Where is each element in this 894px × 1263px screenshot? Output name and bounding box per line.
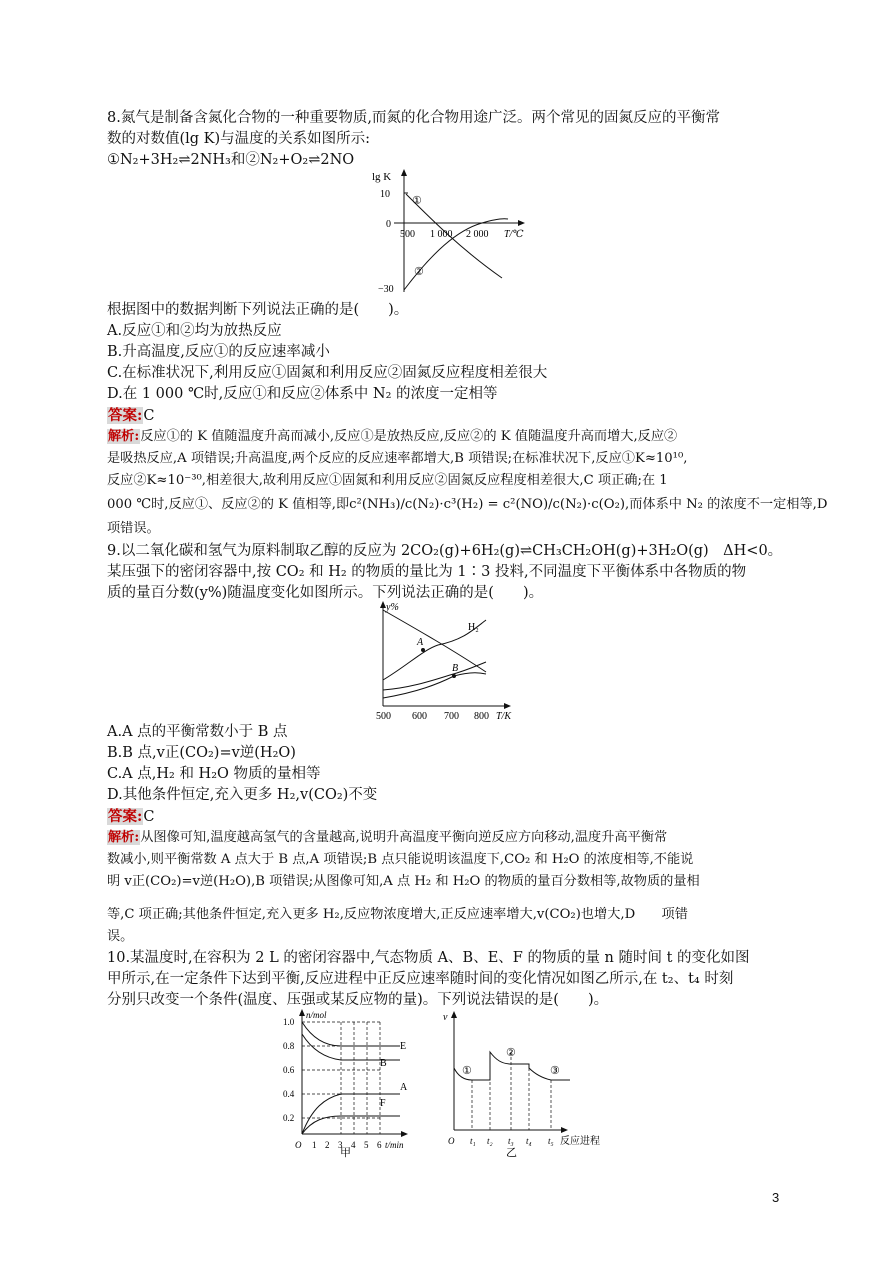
q10a-ytick-0.2: 0.2 <box>283 1113 295 1123</box>
q10a-label-b: B <box>380 1058 387 1069</box>
q10a-label-a: A <box>400 1082 408 1093</box>
q10a-xtick-2: 2 <box>325 1140 330 1150</box>
q9-xtick-500: 500 <box>376 711 391 722</box>
q8-label-1: ① <box>412 195 422 207</box>
q8-xtick-1000: 1 000 <box>430 229 453 240</box>
q9-label-a: A <box>417 637 424 648</box>
q9-figure <box>368 600 528 728</box>
q9-point-a <box>421 648 425 652</box>
q9-analysis-line4: 等,C 项正确;其他条件恒定,充入更多 H₂,反应物浓度增大,正反应速率增大,v(CO₂)也增大,D 项错 <box>107 907 688 922</box>
q9-xtick-800: 800 <box>474 711 489 722</box>
q10b-caption: 乙 <box>506 1147 517 1158</box>
q8-analysis-line3: 反应②K≈10⁻³⁰,相差很大,故利用反应①固氮和利用反应②固氮反应程度相差很大,C 项正确;在 1 <box>107 473 668 488</box>
q8-answer-value: C <box>143 408 155 424</box>
q9-answer <box>107 806 787 828</box>
q10a-curve-f <box>302 1116 400 1134</box>
q9-ypct-chart <box>368 600 528 724</box>
q10b-label-3: ③ <box>550 1065 560 1077</box>
q9-curve-4 <box>383 673 486 698</box>
page-number: 3 <box>772 1190 780 1205</box>
q10a-xtick-5: 5 <box>364 1140 369 1150</box>
q9-curve-3 <box>383 662 486 690</box>
q10b-x-label: 反应进程 <box>560 1136 600 1147</box>
q8-reactions: ①N₂+3H₂⇌2NH₃和②N₂+O₂⇌2NO <box>107 152 355 168</box>
q10-v-process-chart <box>440 1008 620 1158</box>
q10-n-t-chart <box>280 1008 435 1158</box>
q9-answer-tag: 答案: <box>108 808 143 825</box>
q8-option-a: A.反应①和②均为放热反应 <box>107 323 282 339</box>
q10b-xtick-t2: t₂ <box>487 1136 493 1146</box>
q10b-xtick-t1: t₁ <box>470 1136 476 1146</box>
q9-stem-line3: 质的量百分数(y%)随温度变化如图所示。下列说法正确的是( )。 <box>107 585 544 601</box>
q10b-xtick-t3: t₃ <box>508 1136 514 1146</box>
q8-ytick-10: 10 <box>380 189 390 200</box>
q10b-xtick-o: O <box>448 1136 455 1146</box>
q8-option-c: C.在标准状况下,利用反应①固氮和利用反应②固氮反应程度相差很大 <box>107 365 548 381</box>
q9-analysis-text1: 从图像可知,温度越高氢气的含量越高,说明升高温度平衡向逆反应方向移动,温度升高平衡常 <box>140 830 668 845</box>
q9-option-d: D.其他条件恒定,充入更多 H₂,v(CO₂)不变 <box>107 787 378 803</box>
q9-analysis-line2: 数减小,则平衡常数 A 点大于 B 点,A 项错误;B 点只能说明该温度下,CO₂ 和 H₂O 的浓度相等,不能说 <box>107 852 694 867</box>
q9-y-label: y% <box>386 602 399 613</box>
q10b-label-2: ② <box>506 1047 516 1059</box>
q10a-label-f: F <box>380 1098 386 1109</box>
q10a-label-e: E <box>400 1041 407 1052</box>
q8-option-b: B.升高温度,反应①的反应速率减小 <box>107 344 330 360</box>
q8-question: 根据图中的数据判断下列说法正确的是( )。 <box>107 302 409 318</box>
q9-point-b <box>452 674 456 678</box>
q8-stem-line1: 8.氮气是制备含氮化合物的一种重要物质,而氮的化合物用途广泛。两个常见的固氮反应的平衡常 <box>107 110 720 126</box>
q10a-x-label: t/min <box>385 1140 404 1150</box>
q8-analysis-line2: 是吸热反应,A 项错误;升高温度,两个反应的反应速率都增大,B 项错误;在标准状况下,反应①K≈10¹⁰, <box>107 451 688 466</box>
q8-analysis-line5: 项错误。 <box>107 521 160 536</box>
q10a-xtick-1: 1 <box>312 1140 317 1150</box>
q8-analysis-tag: 解析: <box>108 429 140 444</box>
q9-analysis-line1 <box>107 827 787 849</box>
q8-xtick-500: 500 <box>400 229 415 240</box>
q9-label-h2: H₂ <box>468 622 479 633</box>
q10-stem-line1: 10.某温度时,在容积为 2 L 的密闭容器中,气态物质 A、B、E、F 的物质的量 n 随时间 t 的变化如图 <box>107 950 750 966</box>
q9-option-a: A.A 点的平衡常数小于 B 点 <box>107 724 288 740</box>
q8-ytick-m30: −30 <box>378 284 394 295</box>
q9-stem-line2: 某压强下的密闭容器中,按 CO₂ 和 H₂ 的物质的量比为 1∶3 投料,不同温度下平衡体系中各物质的物 <box>107 564 747 580</box>
q10-figure-yi <box>440 1008 620 1162</box>
q8-lgk-chart <box>362 168 532 296</box>
q9-stem-line1: 9.以二氧化碳和氢气为原料制取乙醇的反应为 2CO₂(g)+6H₂(g)⇌CH₃CH₂OH(g)+3H₂O(g) ΔH<0。 <box>107 543 783 559</box>
q8-ytick-0: 0 <box>386 219 391 230</box>
q9-option-c: C.A 点,H₂ 和 H₂O 物质的量相等 <box>107 766 321 782</box>
q10a-xtick-4: 4 <box>351 1140 356 1150</box>
q10b-y-label: v <box>443 1012 448 1023</box>
q9-analysis-line3: 明 v正(CO₂)=v逆(H₂O),B 项错误;从图像可知,A 点 H₂ 和 H₂O 的物质的量百分数相等,故物质的量相 <box>107 874 700 889</box>
q8-analysis-line4: 000 ℃时,反应①、反应②的 K 值相等,即c²(NH₃)/c(N₂)·c³(H₂) = c²(NO)/c(N₂)·c(O₂),而体系中 N₂ 的浓度不一定相等,D <box>107 497 828 512</box>
q10-stem-line3: 分别只改变一个条件(温度、压强或某反应物的量)。下列说法错误的是( )。 <box>107 992 609 1008</box>
q8-x-label: T/℃ <box>504 229 524 240</box>
q9-xtick-700: 700 <box>444 711 459 722</box>
q9-answer-value: C <box>143 809 155 825</box>
q10a-ytick-0.8: 0.8 <box>283 1041 295 1051</box>
q10a-ytick-1.0: 1.0 <box>283 1017 295 1027</box>
q8-label-2: ② <box>414 266 424 278</box>
q10a-gridlines <box>302 1022 380 1134</box>
q10a-caption: 甲 <box>340 1147 351 1158</box>
q10a-ytick-0.4: 0.4 <box>283 1089 295 1099</box>
q10-figure-jia <box>280 1008 435 1162</box>
q10b-xtick-t5: t₅ <box>548 1136 554 1146</box>
q8-answer-tag: 答案: <box>108 407 143 424</box>
q9-option-b: B.B 点,v正(CO₂)=v逆(H₂O) <box>107 745 296 761</box>
q9-x-label: T/K <box>496 711 512 722</box>
q8-stem-line2: 数的对数值(lg K)与温度的关系如图所示: <box>107 131 371 147</box>
q10a-xtick-6: 6 <box>377 1140 382 1150</box>
q10a-ytick-0.6: 0.6 <box>283 1065 295 1075</box>
q8-answer <box>107 405 787 427</box>
q8-analysis-text1: 反应①的 K 值随温度升高而减小,反应①是放热反应,反应②的 K 值随温度升高而增大,反应② <box>140 429 678 444</box>
q8-xtick-2000: 2 000 <box>466 229 489 240</box>
q10b-xtick-t4: t₄ <box>526 1136 532 1146</box>
q9-analysis-tag: 解析: <box>108 830 140 845</box>
q8-y-label: lg K <box>372 171 392 183</box>
q9-analysis-line5: 误。 <box>107 929 134 944</box>
q10-stem-line2: 甲所示,在一定条件下达到平衡,反应进程中正反应速率随时间的变化情况如图乙所示,在 t₂、t₄ 时刻 <box>107 971 734 987</box>
q10a-xtick-3: 3 <box>338 1140 343 1150</box>
q8-figure <box>362 168 532 300</box>
q9-label-b: B <box>452 663 459 674</box>
q8-option-d: D.在 1 000 ℃时,反应①和反应②体系中 N₂ 的浓度一定相等 <box>107 386 498 402</box>
q10a-xtick-o: O <box>295 1140 302 1150</box>
q10a-curve-e <box>302 1022 400 1046</box>
q8-analysis-line1 <box>107 426 787 448</box>
q9-xtick-600: 600 <box>412 711 427 722</box>
q10a-y-label: n/mol <box>306 1010 327 1020</box>
q10b-label-1: ① <box>462 1065 472 1077</box>
q8-curve-2 <box>404 219 508 290</box>
q9-curve-h2 <box>383 610 486 672</box>
